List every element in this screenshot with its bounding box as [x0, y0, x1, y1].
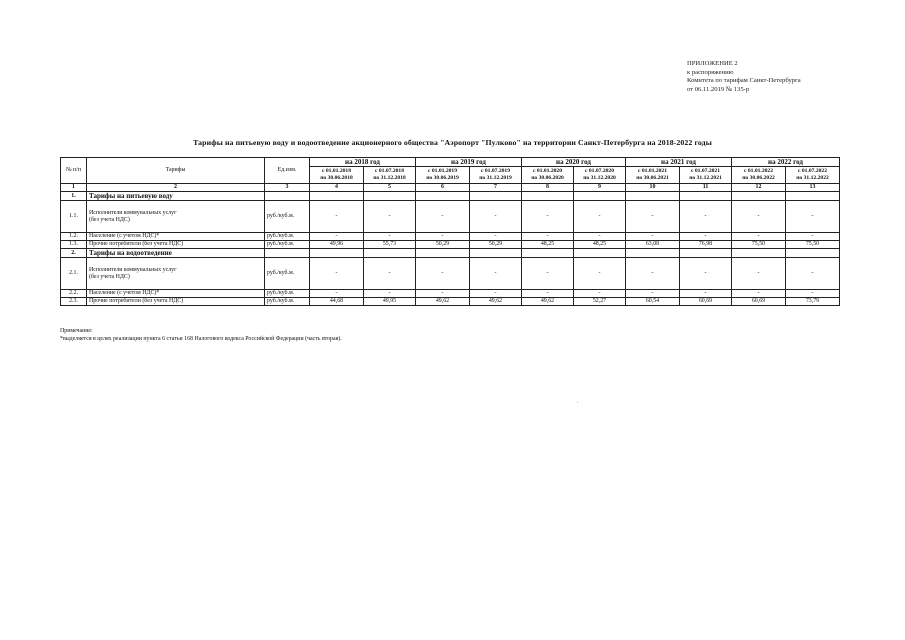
row-unit: руб./куб.м. [265, 258, 310, 290]
column-number: 11 [680, 184, 732, 192]
table-row [61, 233, 840, 241]
row-value: 49,62 [522, 298, 574, 306]
row-number: 1.1. [61, 201, 87, 233]
row-value: - [364, 258, 416, 290]
table-row [61, 201, 840, 233]
section-empty-cell [732, 192, 786, 201]
header-period [626, 167, 680, 184]
row-tariff-name-line2: (без учета НДС) [89, 216, 130, 223]
row-value: 44,68 [310, 298, 364, 306]
header-period [732, 167, 786, 184]
row-tariff-name [87, 233, 265, 241]
section-empty-cell [732, 249, 786, 258]
period-start: с 01.07.2020 [584, 168, 615, 175]
period-end: по 31.12.2019 [479, 175, 512, 181]
row-value: - [522, 258, 574, 290]
row-value: 52,27 [574, 298, 626, 306]
section-empty-cell [470, 192, 522, 201]
section-row [61, 192, 840, 201]
section-empty-cell [522, 249, 574, 258]
section-empty-cell [626, 192, 680, 201]
header-period [680, 167, 732, 184]
section-empty-cell [626, 249, 680, 258]
row-value: - [626, 201, 680, 233]
row-unit: руб./куб.м. [265, 233, 310, 241]
appendix-header [687, 60, 801, 94]
row-value: 75,50 [786, 241, 840, 249]
section-title: Тарифы на водоотведение [87, 249, 265, 258]
header-period [310, 167, 364, 184]
row-value: 49,96 [310, 241, 364, 249]
row-value: - [470, 290, 522, 298]
column-number: 9 [574, 184, 626, 192]
row-value: - [522, 290, 574, 298]
appendix-line-committee: Комитета по тарифам Санкт-Петербурга [687, 77, 801, 85]
row-value: - [522, 201, 574, 233]
header-num: № п/п [61, 158, 87, 184]
row-value: 49,62 [416, 298, 470, 306]
tariff-table-body [61, 158, 840, 306]
period-end: по 30.06.2022 [742, 175, 775, 181]
row-value: - [470, 258, 522, 290]
appendix-line-date: от 06.11.2019 № 135-р [687, 85, 750, 93]
row-unit: руб./куб.м. [265, 290, 310, 298]
section-empty-cell [265, 249, 310, 258]
section-empty-cell [574, 192, 626, 201]
column-number: 2 [87, 184, 265, 192]
row-value: - [680, 258, 732, 290]
row-tariff-name [87, 298, 265, 306]
section-title: Тарифы на питьевую воду [87, 192, 265, 201]
row-value: - [416, 290, 470, 298]
header-period [786, 167, 840, 184]
column-number: 4 [310, 184, 364, 192]
period-start: с 01.07.2018 [374, 168, 405, 175]
row-value: - [786, 201, 840, 233]
row-value: - [732, 290, 786, 298]
section-empty-cell [786, 192, 840, 201]
row-value: 55,73 [364, 241, 416, 249]
row-tariff-name-line2: (без учета НДС) [89, 273, 130, 280]
header-period [470, 167, 522, 184]
row-value: - [416, 201, 470, 233]
row-value: - [364, 233, 416, 241]
row-value: - [310, 258, 364, 290]
row-value: - [732, 233, 786, 241]
section-empty-cell [470, 249, 522, 258]
row-tariff-name [87, 201, 265, 233]
row-value: - [786, 258, 840, 290]
header-period [522, 167, 574, 184]
row-value: - [310, 201, 364, 233]
row-unit: руб./куб.м. [265, 298, 310, 306]
row-value: 50,29 [470, 241, 522, 249]
row-tariff-name-line1: Прочие потребители (без учета НДС) [89, 298, 184, 305]
header-year-2018: на 2018 год [310, 158, 416, 167]
header-row-years [61, 158, 840, 167]
header-period [364, 167, 416, 184]
section-empty-cell [574, 249, 626, 258]
row-value: - [574, 290, 626, 298]
column-number: 12 [732, 184, 786, 192]
row-value: 60,69 [680, 298, 732, 306]
row-value: 50,29 [416, 241, 470, 249]
row-tariff-name-line1: Исполнители коммунальных услуг [89, 266, 177, 273]
section-empty-cell [680, 249, 732, 258]
appendix-line-title: ПРИЛОЖЕНИЕ 2 [687, 60, 738, 67]
row-value: 76,98 [680, 241, 732, 249]
period-start: с 01.01.2020 [532, 168, 563, 175]
section-empty-cell [416, 192, 470, 201]
stray-mark: ' [577, 402, 578, 407]
column-number: 7 [470, 184, 522, 192]
table-row [61, 241, 840, 249]
column-number: 8 [522, 184, 574, 192]
row-tariff-name [87, 241, 265, 249]
row-number: 1.2. [61, 233, 87, 241]
row-tariff-name-line1: Прочие потребители (без учета НДС) [89, 241, 184, 248]
row-value: 48,25 [574, 241, 626, 249]
header-period [416, 167, 470, 184]
section-empty-cell [310, 192, 364, 201]
period-end: по 31.12.2021 [689, 175, 722, 181]
row-value: - [416, 233, 470, 241]
column-number: 10 [626, 184, 680, 192]
period-end: по 31.12.2020 [583, 175, 616, 181]
section-empty-cell [522, 192, 574, 201]
section-empty-cell [680, 192, 732, 201]
notes [60, 327, 342, 343]
row-value: - [680, 233, 732, 241]
row-value: - [732, 201, 786, 233]
row-tariff-name-line1: Исполнители коммунальных услуг [89, 209, 177, 216]
row-tariff-name [87, 290, 265, 298]
row-tariff-name-line1: Население (с учетом НДС)* [89, 290, 160, 297]
period-end: по 31.12.2018 [373, 175, 406, 181]
period-start: с 01.01.2018 [321, 168, 352, 175]
section-empty-cell [786, 249, 840, 258]
section-empty-cell [310, 249, 364, 258]
period-start: с 01.01.2019 [427, 168, 458, 175]
row-value: - [522, 233, 574, 241]
period-start: с 01.01.2021 [637, 168, 668, 175]
section-row [61, 249, 840, 258]
period-start: с 01.07.2022 [797, 168, 828, 175]
period-end: по 31.12.2022 [796, 175, 829, 181]
row-value: - [310, 290, 364, 298]
row-value: - [626, 258, 680, 290]
row-value: - [470, 233, 522, 241]
notes-heading: Примечание: [60, 328, 93, 334]
document-title: Тарифы на питьевую воду и водоотведение акционерного общества "Аэропорт "Пулково" на территории Санкт-Петербурга на 2018-2022 годы [193, 138, 712, 147]
row-value: - [416, 258, 470, 290]
header-year-2019: на 2019 год [416, 158, 522, 167]
row-value: - [574, 233, 626, 241]
row-value: 49,62 [470, 298, 522, 306]
header-tariff: Тарифы [87, 158, 265, 184]
row-value: 60,69 [732, 298, 786, 306]
row-unit: руб./куб.м. [265, 241, 310, 249]
period-end: по 30.06.2020 [531, 175, 564, 181]
column-number: 5 [364, 184, 416, 192]
header-period [574, 167, 626, 184]
section-empty-cell [265, 192, 310, 201]
row-tariff-name [87, 258, 265, 290]
column-number: 13 [786, 184, 840, 192]
section-number: 2. [61, 249, 87, 258]
period-start: с 01.01.2022 [743, 168, 774, 175]
column-number: 3 [265, 184, 310, 192]
row-number: 2.3. [61, 298, 87, 306]
row-value: - [470, 201, 522, 233]
section-empty-cell [364, 249, 416, 258]
header-year-2021: на 2021 год [626, 158, 732, 167]
tariff-table [60, 157, 840, 306]
column-number: 6 [416, 184, 470, 192]
header-row-column-numbers [61, 184, 840, 192]
period-start: с 01.07.2021 [690, 168, 721, 175]
table-row [61, 290, 840, 298]
row-value: - [364, 201, 416, 233]
row-value: 73,79 [786, 298, 840, 306]
row-value: - [680, 290, 732, 298]
row-value: - [786, 233, 840, 241]
row-value: - [310, 233, 364, 241]
column-number: 1 [61, 184, 87, 192]
section-empty-cell [416, 249, 470, 258]
notes-text: *выделяется в целях реализации пункта 6 статьи 168 Налогового кодекса Российской Федерации (часть вторая). [60, 336, 342, 342]
row-value: - [626, 290, 680, 298]
header-unit: Ед.изм. [265, 158, 310, 184]
row-value: - [732, 258, 786, 290]
header-year-2020: на 2020 год [522, 158, 626, 167]
section-empty-cell [364, 192, 416, 201]
row-value: 49,95 [364, 298, 416, 306]
row-value: - [574, 201, 626, 233]
period-start: с 01.07.2019 [480, 168, 511, 175]
row-number: 2.1. [61, 258, 87, 290]
row-value: 63,08 [626, 241, 680, 249]
row-value: 48,25 [522, 241, 574, 249]
section-number: 1. [61, 192, 87, 201]
row-value: - [626, 233, 680, 241]
header-year-2022: на 2022 год [732, 158, 840, 167]
row-number: 2.2. [61, 290, 87, 298]
row-tariff-name-line1: Население (с учетом НДС)* [89, 233, 160, 240]
appendix-line-order: к распоряжению [687, 68, 734, 76]
table-row [61, 258, 840, 290]
period-end: по 30.06.2018 [320, 175, 353, 181]
period-end: по 30.06.2021 [636, 175, 669, 181]
row-unit: руб./куб.м. [265, 201, 310, 233]
period-end: по 30.06.2019 [426, 175, 459, 181]
row-number: 1.3. [61, 241, 87, 249]
table-row [61, 298, 840, 306]
row-value: - [364, 290, 416, 298]
row-value: 60,54 [626, 298, 680, 306]
row-value: - [680, 201, 732, 233]
row-value: - [574, 258, 626, 290]
row-value: 75,50 [732, 241, 786, 249]
row-value: - [786, 290, 840, 298]
